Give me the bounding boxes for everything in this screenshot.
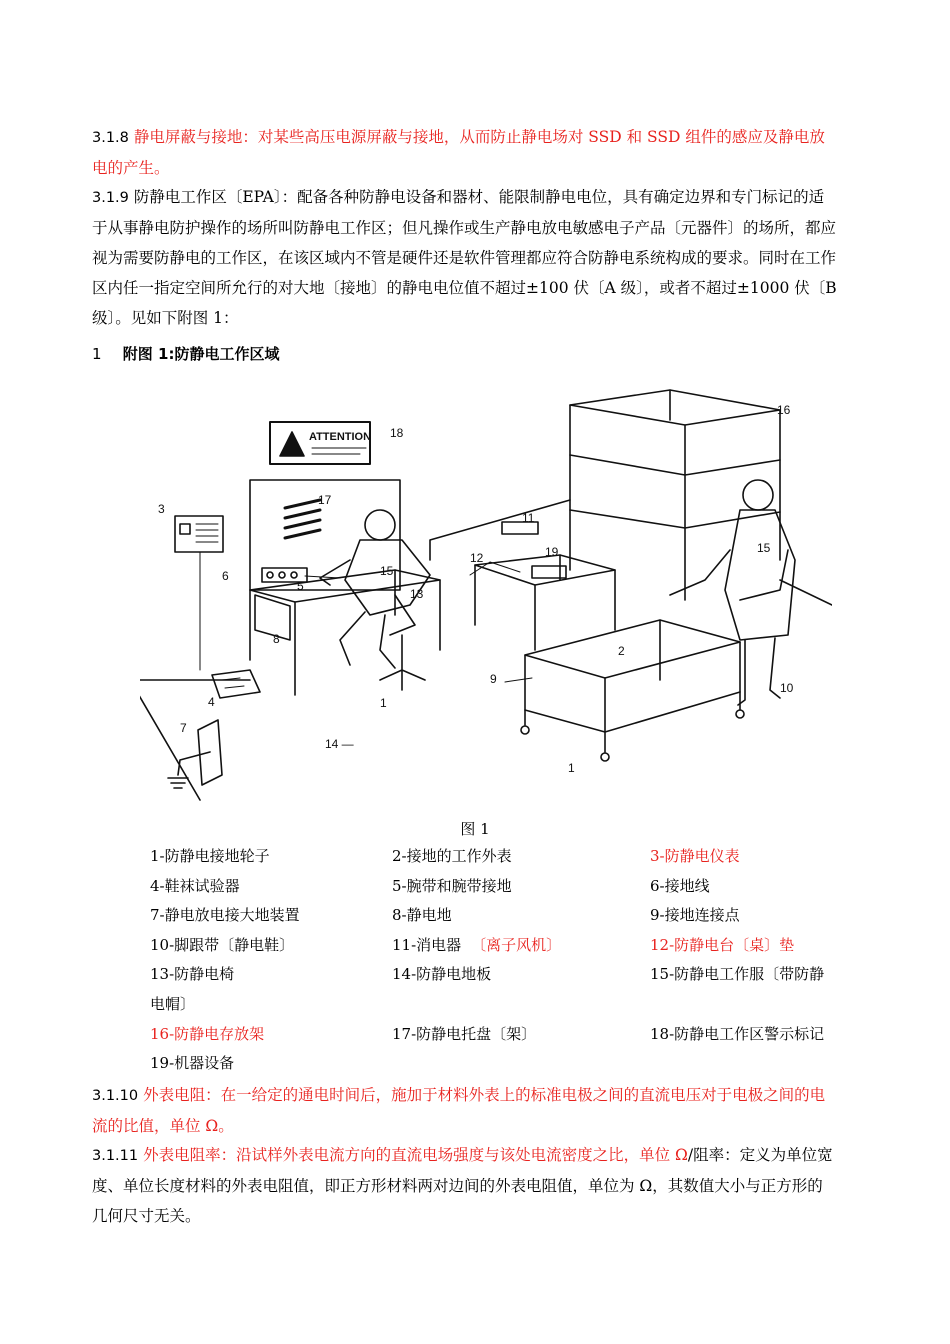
callout-5: 5	[297, 579, 304, 593]
section-3-1-9	[92, 182, 838, 333]
legend-row	[150, 872, 850, 902]
storage-shelf	[570, 390, 780, 600]
callout-18: 18	[390, 426, 404, 440]
legend-row	[150, 842, 850, 872]
legend-item: 电帽〕	[150, 994, 196, 1013]
grounded-cart	[521, 620, 744, 761]
callout-1a: 1	[380, 696, 387, 710]
legend-row	[150, 960, 850, 990]
callout-8: 8	[273, 632, 280, 646]
foot-tester	[212, 670, 260, 698]
callout-3: 3	[158, 502, 165, 516]
legend-item: 18-防静电工作区警示标记	[650, 1024, 825, 1043]
legend-item: 9-接地连接点	[650, 906, 740, 925]
legend-row	[150, 990, 850, 1020]
epa-illustration	[140, 380, 832, 810]
callout-15b: 15	[757, 541, 771, 555]
figure-caption: 图 1	[460, 820, 490, 838]
legend-row	[150, 931, 850, 961]
legend-item: 10-脚跟带〔静电鞋〕	[150, 935, 295, 954]
legend-item-note: 〔离子风机〕	[471, 935, 562, 954]
section-3-1-11	[92, 1140, 838, 1231]
legend-item: 2-接地的工作外表	[392, 847, 512, 865]
legend-item: 7-静电放电接大地装置	[150, 906, 300, 925]
section-number: 3.1.9	[92, 190, 129, 206]
section-3-1-10	[92, 1080, 838, 1141]
callout-14: 14 —	[325, 737, 354, 751]
callout-11: 11	[522, 511, 535, 525]
legend-item: 12-防静电台〔桌〕垫	[650, 935, 795, 954]
floor-line-right	[780, 580, 832, 605]
callout-7: 7	[180, 721, 187, 735]
callout-16: 16	[777, 403, 791, 417]
section-text-red: 外表电阻率：沿试样外表电流方向的直流电场强度与该处电流密度之比，单位 Ω	[143, 1146, 688, 1164]
section-number: 3.1.8	[92, 130, 129, 146]
section-text: 静电屏蔽与接地：对某些高压电源屏蔽与接地，从而防止静电场对 SSD 和 SSD 组件的感应及静电放电的产生。	[92, 128, 825, 177]
callout-15a: 15	[380, 564, 394, 578]
legend-item: 15-防静电工作服〔带防静	[650, 965, 825, 984]
figure-heading	[92, 343, 279, 364]
legend-item: 6-接地线	[650, 876, 710, 895]
section-number: 3.1.11	[92, 1148, 139, 1164]
legend-item: 4-鞋袜试验器	[150, 876, 240, 895]
legend-row	[150, 1020, 850, 1050]
section-3-1-8	[92, 122, 838, 183]
legend-item-label: 11-消电器	[392, 935, 462, 954]
legend-item	[392, 931, 561, 961]
callout-1b: 1	[568, 761, 575, 775]
section-text: /阻率：定义为单位宽度、单位长度材料的外表电阻值，即正方形材料两对边间的外表电阻值，单位为 Ω，其数值大小与正方形的几何尺寸无关。	[92, 1146, 833, 1225]
callout-2: 2	[618, 644, 625, 658]
legend-item: 14-防静电地板	[392, 965, 492, 984]
callout-10: 10	[780, 681, 794, 695]
legend-item: 8-静电地	[392, 906, 452, 925]
figure-heading-text: 附图 1:防静电工作区域	[122, 345, 280, 363]
legend-row	[150, 1049, 850, 1079]
callout-19: 19	[545, 545, 559, 559]
section-number: 3.1.10	[92, 1088, 139, 1104]
legend-item: 19-机器设备	[150, 1054, 235, 1073]
legend-item: 16-防静电存放架	[150, 1024, 265, 1043]
attention-sign-text: ATTENTION	[308, 431, 372, 443]
legend-item: 1-防静电接地轮子	[150, 847, 270, 865]
section-text: 防静电工作区〔EPA〕：配备各种防静电设备和器材、能限制静电电位，具有确定边界和专门标记的适于从事静电防护操作的场所叫防静电工作区；但凡操作或生产静电放电敏感电子产品〔元器件〕的场所，都应视为需要防静电的工作区，在该区域内不管是硬件还是软件管理都应符合防静电系统构成的要求。同时在工作区内任一指定空间所允行的对大地〔接地〕的静电电位值不超过±100 伏〔A 级〕，或者不超过±1000 伏〔B 级〕。见如下附图 1：	[92, 188, 837, 327]
room-wall-left	[140, 385, 200, 800]
callout-6: 6	[222, 569, 229, 583]
legend-item: 17-防静电托盘〔架〕	[392, 1024, 537, 1043]
legend-item: 13-防静电椅	[150, 965, 235, 984]
legend-row	[150, 901, 850, 931]
callout-13: 13	[410, 587, 424, 601]
callout-12: 12	[470, 551, 484, 565]
side-table	[475, 522, 615, 650]
figure-legend	[150, 842, 850, 1079]
callout-17: 17	[318, 493, 332, 507]
attention-sign	[270, 422, 371, 464]
legend-item: 3-防静电仪表	[650, 847, 740, 865]
standing-worker	[670, 480, 795, 705]
callout-4: 4	[208, 695, 215, 709]
callout-9: 9	[490, 672, 497, 686]
figure-heading-number: 1	[92, 345, 102, 363]
meter-panel	[175, 516, 223, 670]
section-text: 外表电阻：在一给定的通电时间后，施加于材料外表上的标准电极之间的直流电压对于电极之间的电流的比值，单位 Ω。	[92, 1086, 826, 1135]
ground-plate	[168, 720, 222, 788]
legend-item: 5-腕带和腕带接地	[392, 876, 512, 895]
